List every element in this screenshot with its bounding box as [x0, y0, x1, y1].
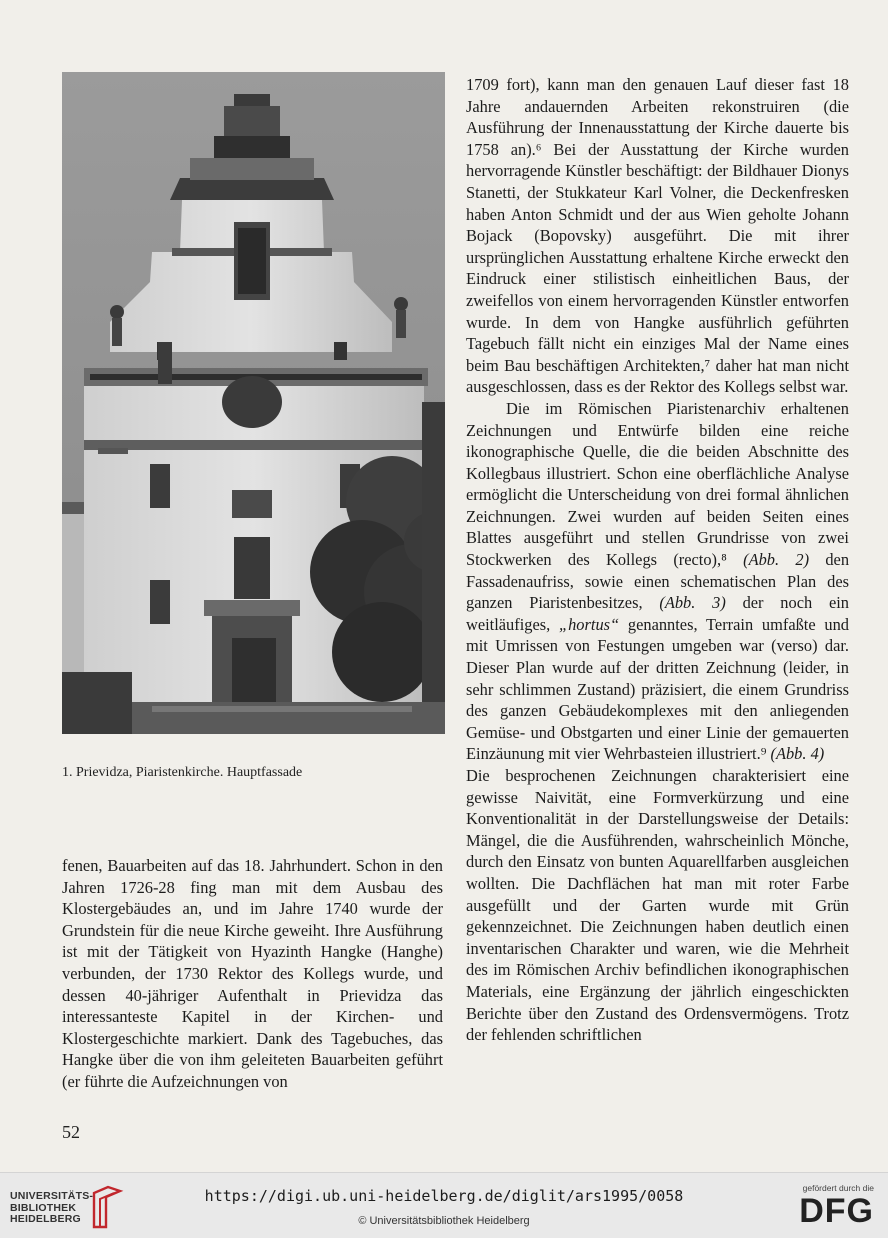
right-paragraph-2 [466, 398, 849, 765]
p2-text-d: genanntes, Terrain umfaßte und mit Umrissen von Festungen umgeben war (verso) dar. Dieser Plan wurde auf der dritten Zeichnung (leider, in sehr schlimmen Zustand) präzisiert, die einem Grundriss des ganzen Gebäudekomplexes mit den anliegenden Gemüse- und Obstgarten und einer Linie der gemauerten Einzäunung mit vier Wehrbasteien illustriert.⁹ [466, 614, 849, 764]
p2-text-c: der noch ein weitläufiges, [466, 593, 849, 634]
figure-reference-abb3: (Abb. 3) [659, 593, 726, 613]
left-text-column [62, 855, 443, 1093]
library-name-line-3: HEIDELBERG [10, 1213, 81, 1225]
left-paragraph: fenen, Bauarbeiten auf das 18. Jahrhundert. Schon in den Jahren 1726-28 fing man mit dem Ausbau des Klostergebäudes an, und im Jahre 1740 wurde der Grundstein für die neue Kirche geweiht. Ihre Ausführung ist mit der Tätigkeit von Hyazinth Hangke (Hanghe) verbunden, der 1730 Rektor des Kollegs wurde, und dessen 40-jähriger Aufenthalt in Prievidza das interessanteste Kapitel in der Kirchen- und Klostergeschichte markiert. Dank des Tagebuches, das Hangke über die von ihm geleiteten Bauarbeiten geführt (er führte die Aufzeichnungen von [62, 856, 443, 1091]
page-number: 52 [62, 1122, 80, 1142]
library-name-line-1: UNIVERSITÄTS- [10, 1190, 94, 1202]
dfg-logo: DFG [799, 1192, 874, 1230]
hortus-term: „hortus“ [559, 614, 620, 634]
figure-caption: 1. Prievidza, Piaristenkirche. Hauptfassade [62, 765, 303, 780]
library-name-line-2: BIBLIOTHEK [10, 1201, 77, 1214]
right-text-column [466, 74, 849, 1046]
right-paragraph-3: Die besprochenen Zeichnungen charakterisiert eine gewisse Naivität, eine Formverkürzung und eine Konventionalität in der Darstellungsweise der Details: Mängel, die die Ausführenden, wahrscheinlich Mönche, durch den Einsatz von bunten Aquarellfarben ausgleichen wollten. Die Dachflächen hat man mit roter Farbe ausgefüllt und der Garten wurde mit Grün gekennzeichnet. Die Zeichnungen haben deutlich einen inventarischen Charakter und waren, wie die Mehrheit des im Römischen Archiv befindlichen ikonographischen Materials, eine Ergänzung der jährlich eingeschickten Berichte über den Zustand des Ordensvermögens. Trotz der fehlenden schriftlichen [466, 766, 849, 1045]
permalink-url[interactable]: https://digi.ub.uni-heidelberg.de/diglit/ars1995/0058 [204, 1187, 684, 1205]
figure-reference-abb2: (Abb. 2) [726, 550, 810, 570]
digitization-footer [0, 1172, 888, 1238]
church-facade-photo [62, 72, 445, 734]
p2-text-b: den Fassadenaufriss, sowie einen schematischen Plan des ganzen Piaristenbesitzes, [466, 550, 850, 613]
figure-reference-abb4: (Abb. 4) [766, 744, 825, 764]
right-paragraph-1: 1709 fort), kann man den genauen Lauf dieser fast 18 Jahre andauernden Arbeiten rekonstruiren (die Ausführung der Innenausstattung der Kirche dauerte bis 1758 an).⁶ Bei der Ausstattung der Kirche wurden hervorragende Künstler beschäftigt: der Bildhauer Dionys Stanetti, der Stukkateur Karl Volner, die Deckenfresken haben Anton Schmidt und der aus Wien geholte Johann Bojack (Bopovsky) ausgeführt. Die mit ihrer ursprünglichen Ausstattung erhaltene Kirche erweckt den Eindruck einer stilistisch einheitlichen Baus, der zweifellos von einem hervorragenden Künstler entworfen wurde. In dem von Hangke ausführlich geführten Tagebuch fällt nicht ein einziges Mal der Name eines beim Bau beschäftigen Architekten,⁷ daher hat man nicht ausgeschlossen, dass es der Rektor des Kollegs selbst war. [466, 75, 849, 397]
sponsor-label: gefördert durch die [802, 1183, 874, 1193]
p2-text-a: Die im Römischen Piaristenarchiv erhaltenen Zeichnungen und Entwürfe bilden eine reiche ikonographische Quelle, die die beiden Abschnitte des Kollegbaus illustriert. Schon eine oberflächliche Analyse ermöglicht die Unterscheidung von drei formal ähnlichen Zeichnungen. Zwei wurden auf beiden Seiten eines Blattes ausgeführt und stellen Grundrisse von zwei Stockwerken des Kollegs (recto),⁸ [466, 398, 849, 570]
copyright-notice: © Universitätsbibliothek Heidelberg [358, 1215, 530, 1227]
